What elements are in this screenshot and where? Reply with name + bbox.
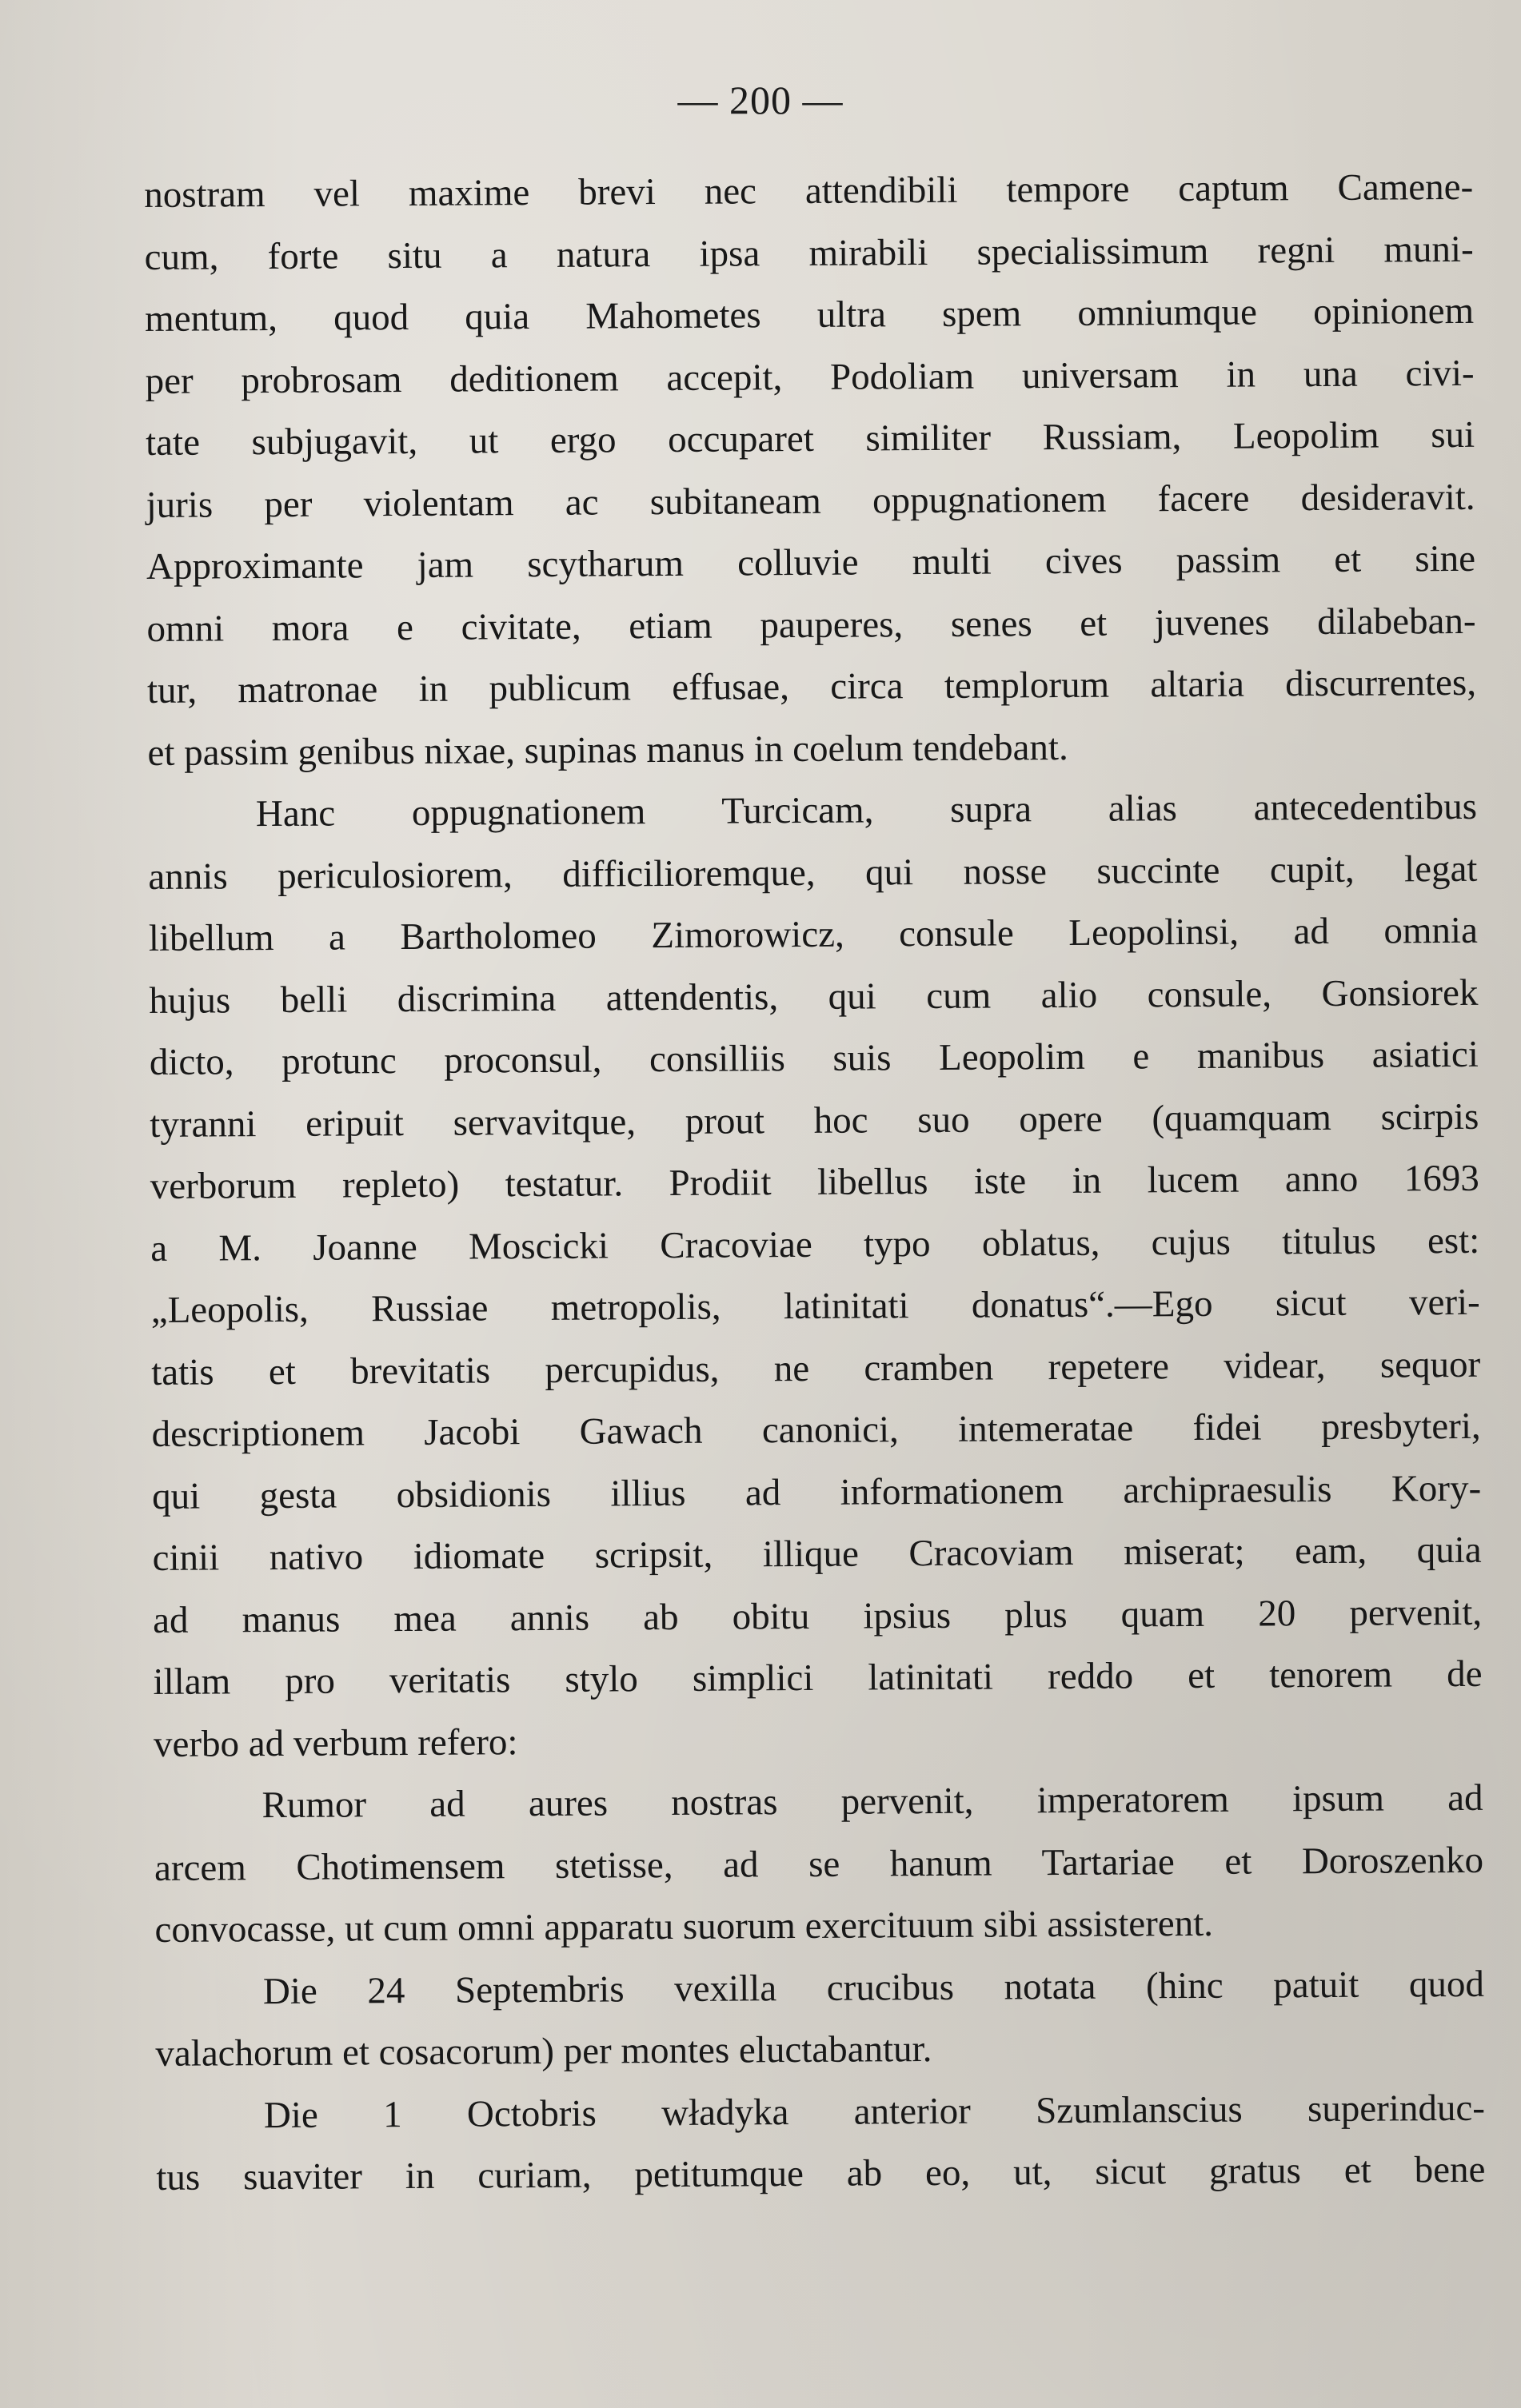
text-line: cinii nativo idiomate scripsit, illique Cracoviam miserat; eam, quia [152,1529,1482,1579]
text-line: „Leopolis, Russiae metropolis, latinitati donatus“.—Ego sicut veri- [150,1281,1480,1331]
text-line: tate subjugavit, ut ergo occuparet similiter Russiam, Leopolim sui [145,413,1475,464]
text-line: convocasse, ut cum omni apparatu suorum exercituum sibi assisterent. [154,1902,1214,1951]
text-line: illam pro veritatis stylo simplici latinitati reddo et tenorem de [153,1653,1483,1703]
text-line: tyranni eripuit servavitque, prout hoc suo opere (quamquam scirpis [150,1095,1479,1146]
page-number: — 200 — [677,78,844,122]
text-line: dicto, protunc proconsul, consilliis suis Leopolim e manibus asiatici [149,1033,1479,1083]
text-line: tatis et brevitatis percupidus, ne cramben repetere videar, sequor [151,1343,1481,1393]
text-line: nostram vel maxime brevi nec attendibili tempore captum Camene- [144,165,1474,216]
text-line: hujus belli discrimina attendentis, qui cum alio consule, Gonsiorek [149,971,1479,1022]
text-line: cum, forte situ a natura ipsa mirabili specialissimum regni muni- [144,228,1474,278]
text-line: a M. Joanne Moscicki Cracoviae typo oblatus, cujus titulus est: [150,1219,1480,1270]
text-line: per probrosam deditionem accepit, Podoliam universam in una civi- [145,352,1475,402]
text-line: ad manus mea annis ab obitu ipsius plus quam 20 pervenit, [152,1591,1483,1641]
text-line: Hanc oppugnationem Turcicam, supra alias antecedentibus [255,785,1478,835]
text-line: verborum repleto) testatur. Prodiit libellus iste in lucem anno 1693 [150,1157,1479,1207]
text-line: libellum a Bartholomeo Zimorowicz, consule Leopolinsi, ad omnia [148,909,1479,959]
text-line: Die 1 Octobris władyka anterior Szumlanscius superinduc- [263,2087,1486,2136]
text-line: juris per violentam ac subitaneam oppugnationem facere desideravit. [146,476,1475,526]
text-line: Rumor ad aures nostras pervenit, imperatorem ipsum ad [261,1776,1483,1827]
text-line: et passim genibus nixae, supinas manus in coelum tendebant. [147,726,1068,774]
text-line: verbo ad verbum refero: [153,1720,518,1765]
text-line: arcem Chotimensem stetisse, ad se hanum Tartariae et Doroszenko [154,1839,1484,1889]
text-line: qui gesta obsidionis illius ad informationem archipraesulis Kory- [152,1467,1482,1517]
text-line: descriptionem Jacobi Gawach canonici, intemeratae fidei presbyteri, [151,1405,1481,1455]
text-line: Die 24 Septembris vexilla crucibus notata (hinc patuit quod [262,1963,1485,2012]
text-line: tus suaviter in curiam, petitumque ab eo, ut, sicut gratus et bene [156,2148,1486,2199]
text-line: mentum, quod quia Mahometes ultra spem omniumque opinionem [145,289,1475,340]
text-line: valachorum et cosacorum) per montes eluctabantur. [155,2028,932,2075]
text-line: tur, matronae in publicum effusae, circa templorum altaria discurrentes, [146,661,1477,712]
text-line: Approximante jam scytharum colluvie multi cives passim et sine [146,537,1476,588]
text-line: annis periculosiorem, difficilioremque, qui nosse succinte cupit, legat [148,847,1478,898]
body-text [144,157,1486,2210]
text-line: omni mora e civitate, etiam pauperes, senes et juvenes dilabeban- [146,600,1476,650]
